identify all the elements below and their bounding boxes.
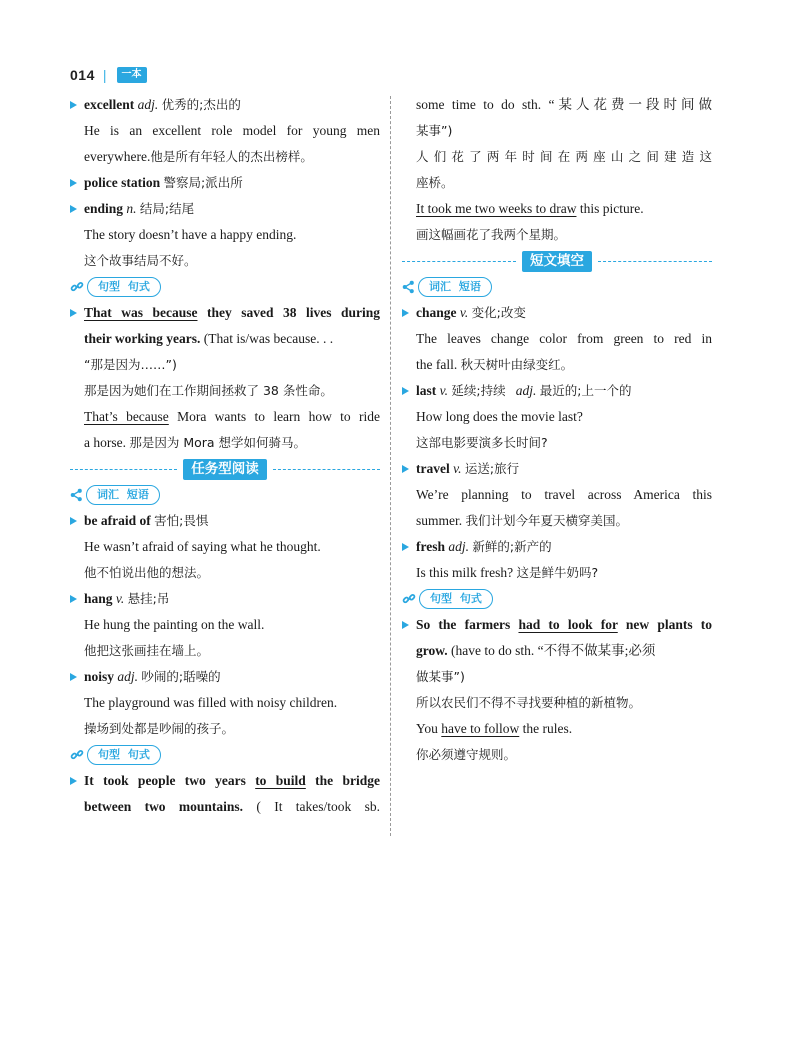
meaning: 警察局;派出所 [163,175,243,190]
bullet-icon [402,543,409,551]
example-sentence: a horse. [84,435,126,450]
example-sentence: He is an excellent role model for young men [84,123,380,138]
example-sentence: Mora wants to learn how to ride [168,409,380,424]
tag-row [402,586,712,612]
example-sentence: He wasn’t afraid of saying what he thought. [84,539,321,554]
headword: excellent [84,97,135,112]
tag-vocabulary-phrases: 词汇 短语 [418,277,492,297]
bullet-icon [70,101,77,109]
sentence-text: new plants to [617,617,713,632]
sentence-text: between two mountains. [84,799,244,814]
headword: noisy [84,669,115,684]
section-title: 短文填空 [522,251,592,272]
bullet-icon [70,179,77,187]
meaning: 悬挂;吊 [127,591,170,606]
example-translation: 操场到处都是吵闹的孩子。 [84,721,235,736]
sentence-text: grow. [416,643,448,658]
vocab-entry-police-station [70,170,380,196]
tag-row [402,274,712,300]
key-phrase: That’s because [84,409,169,424]
bullet-icon [402,309,409,317]
headword: police station [84,175,161,190]
sentence-translation: 所以农民们不得不寻找要种植的新植物。 [416,695,642,710]
vocab-entry-change [402,300,712,378]
bullet-icon [402,465,409,473]
meaning: 吵闹的;聒噪的 [141,669,221,684]
vocab-entry-noisy [70,664,380,742]
meaning: 运送;旅行 [464,461,520,476]
example-translation: 这部电影要演多长时间? [416,435,548,450]
example-translation: 那是因为 Mora 想学如何骑马。 [129,435,307,450]
vocab-entry-last [402,378,712,456]
example-sentence: summer. [416,513,463,528]
vocab-entry-fresh [402,534,712,586]
example-translation: 这是鲜牛奶吗? [516,565,599,580]
left-column [70,92,380,820]
link-icon [70,748,84,762]
example-sentence: We’re planning to travel across America this [416,487,712,502]
example-sentence: How long does the movie last? [416,409,583,424]
sentence-text: they saved 38 lives during [197,305,380,320]
headword: ending [84,201,124,216]
right-column [402,92,712,768]
sentence-text: the bridge [305,773,380,788]
brand-logo: 一本 [117,67,147,83]
sentence-entry-had-to [402,612,712,768]
sentence-entry-it-took-continued [402,92,712,248]
headword: change [416,305,457,320]
example-sentence: this picture. [576,201,644,216]
example-translation: 秋天树叶由绿变红。 [460,357,574,372]
key-phrase: had to look for [518,617,618,632]
example-translation: 他不怕说出他的想法。 [84,565,210,580]
pattern-note: (That is/was because. . . [200,331,334,346]
headword: last [416,383,437,398]
example-translation: 画这幅画花了我两个星期。 [416,227,567,242]
meaning: 优秀的;杰出的 [161,97,241,112]
part-of-speech: v. [459,305,469,320]
vocab-entry-be-afraid-of [70,508,380,586]
page-header [70,66,147,84]
tag-vocabulary-phrases: 词汇 短语 [86,485,160,505]
headword: be afraid of [84,513,151,528]
bullet-icon [70,777,77,785]
vocab-entry-travel [402,456,712,534]
headword: travel [416,461,450,476]
tag-row [70,274,380,300]
part-of-speech: adj. [448,539,470,554]
part-of-speech: adj. [117,669,139,684]
share-icon [70,488,83,502]
tag-row [70,482,380,508]
tag-row [70,742,380,768]
divider [402,261,516,262]
example-sentence: Is this milk fresh? [416,565,514,580]
divider [70,469,177,470]
pattern-note: (have to do sth. “不得不做某事;必须 [447,643,656,658]
example-sentence: the fall. [416,357,458,372]
sentence-translation: 座桥。 [416,175,454,190]
bullet-icon [70,517,77,525]
section-header-task-reading [70,456,380,482]
meaning: 最近的;上一个的 [539,383,632,398]
example-translation: 他是所有年轻人的杰出榜样。 [150,149,313,164]
example-sentence: He hung the painting on the wall. [84,617,265,632]
vocab-entry-hang [70,586,380,664]
key-phrase: have to follow [441,721,520,736]
part-of-speech: v. [453,461,462,476]
key-phrase: That was because [84,305,198,320]
divider [598,261,712,262]
part-of-speech: v. [439,383,448,398]
share-icon [402,280,415,294]
sentence-text: It took people two years [84,773,256,788]
sentence-text: their working years. [84,331,201,346]
meaning: 新鲜的;新产的 [472,539,552,554]
bullet-icon [70,309,77,317]
part-of-speech: adj. [515,383,537,398]
example-translation: 你必须遵守规则。 [416,747,517,762]
sentence-translation: 人们花了两年时间在两座山之间建造这 [416,149,712,164]
part-of-speech: adj. [137,97,159,112]
meaning: 延续;持续 [451,383,506,398]
header-separator: | [102,67,107,83]
divider [273,469,380,470]
example-sentence: the rules. [519,721,573,736]
example-sentence: The playground was filled with noisy children. [84,695,338,710]
sentence-entry-it-took [70,768,380,820]
sentence-text: So the farmers [416,617,519,632]
example-sentence: You [416,721,442,736]
section-header-cloze [402,248,712,274]
example-translation: 我们计划今年夏天横穿美国。 [465,513,629,528]
example-sentence: everywhere. [84,149,151,164]
pattern-note: some time to do sth. “某人花费一段时间做 [416,97,712,112]
meaning: 变化;改变 [471,305,526,320]
tag-sentence-patterns: 句型 句式 [87,745,161,765]
example-translation: 这个故事结局不好。 [84,253,197,268]
part-of-speech: n. [126,201,137,216]
tag-sentence-patterns: 句型 句式 [87,277,161,297]
bullet-icon [70,673,77,681]
column-divider [390,96,391,836]
headword: fresh [416,539,445,554]
sentence-entry-that-was-because [70,300,380,456]
bullet-icon [70,595,77,603]
meaning: 结局;结尾 [139,201,195,216]
key-phrase: It took me two weeks to draw [416,201,577,216]
pattern-meaning: 做某事”) [416,669,465,684]
bullet-icon [70,205,77,213]
meaning: 害怕;畏惧 [154,513,209,528]
bullet-icon [402,387,409,395]
pattern-note: ( It takes/took sb. [243,799,380,814]
section-title: 任务型阅读 [183,459,267,480]
tag-sentence-patterns: 句型 句式 [419,589,493,609]
link-icon [70,280,84,294]
vocab-entry-excellent [70,92,380,170]
sentence-translation: 那是因为她们在工作期间拯救了 38 条性命。 [84,383,333,398]
key-phrase: to build [255,773,306,788]
example-sentence: The story doesn’t have a happy ending. [84,227,297,242]
pattern-note: 某事”) [416,123,453,138]
example-sentence: The leaves change color from green to red in [416,331,712,346]
pattern-meaning: “那是因为……”) [84,357,177,372]
part-of-speech: v. [115,591,125,606]
example-translation: 他把这张画挂在墙上。 [84,643,210,658]
headword: hang [84,591,113,606]
page-number: 014 [70,67,95,83]
vocab-entry-ending [70,196,380,274]
link-icon [402,592,416,606]
bullet-icon [402,621,409,629]
